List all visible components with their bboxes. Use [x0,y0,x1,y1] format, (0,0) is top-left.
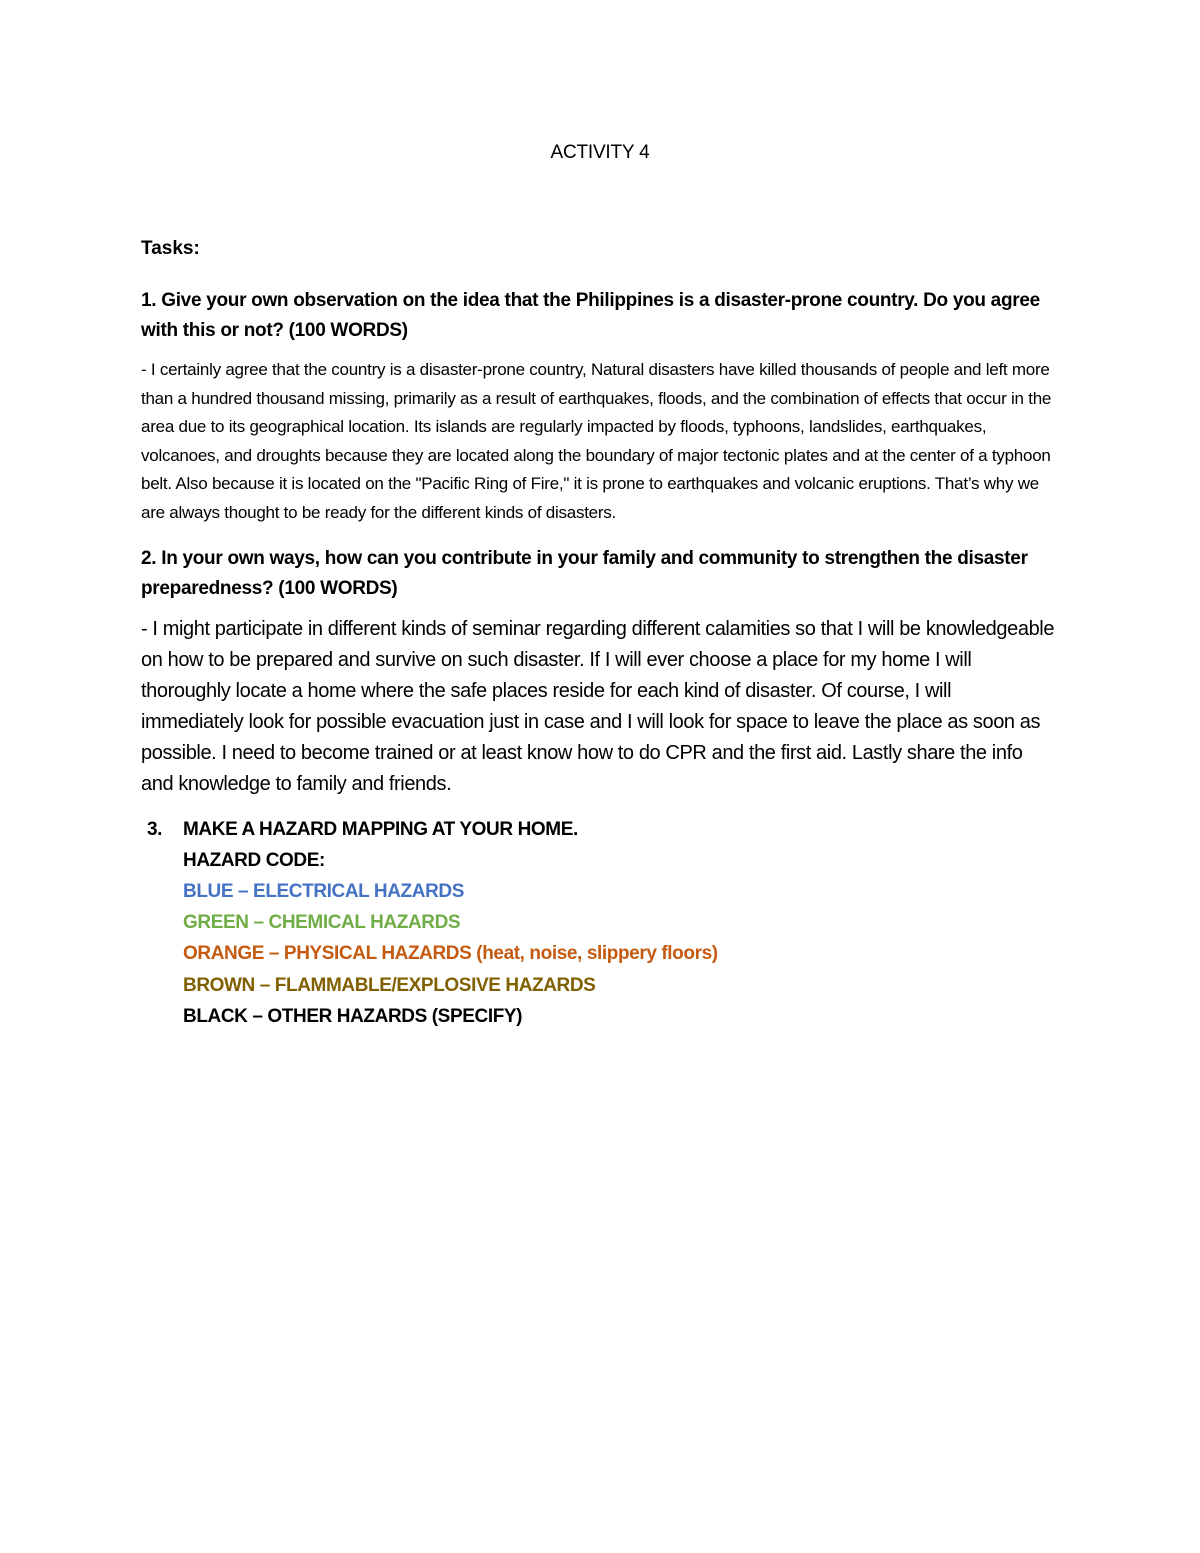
hazard-code-brown: BROWN – FLAMMABLE/EXPLOSIVE HAZARDS [183,974,596,996]
answer-2: - I might participate in different kinds of seminar regarding different calamities so that I will be knowledgeable on how to be prepared and survive on such disaster. If I will ever choose a place for my home I will thoroughly locate a home where the safe places reside for each kind of disaster. Of course, I will immediately look for possible evacuation just in case and I will look for space to leave the place as soon as possible. I need to become trained or at least know how to do CPR and the first aid. Lastly share the info and knowledge to family and friends. [141,617,1055,795]
hazard-code-blue: BLUE – ELECTRICAL HAZARDS [183,880,464,902]
question-2: 2. In your own ways, how can you contribute in your family and community to strengthen the disaster preparedness? (100 WORDS) [141,547,1028,599]
document-title: ACTIVITY 4 [550,142,650,163]
question-3-heading: MAKE A HAZARD MAPPING AT YOUR HOME. [183,818,578,840]
document-body [141,238,1056,1032]
hazard-code-label: HAZARD CODE: [183,849,325,871]
question-3-number: 3. [147,818,163,840]
answer-1: - I certainly agree that the country is a disaster-prone country, Natural disasters have killed thousands of people and left more than a hundred thousand missing, primarily as a result of earthquakes, floods, and the combination of effects that occur in the area due to its geographical location. Its islands are regularly impacted by floods, typhoons, landslides, earthquakes, volcanoes, and droughts because they are located along the boundary of major tectonic plates and at the center of a typhoon belt. Also because it is located on the "Pacific Ring of Fire," it is prone to earthquakes and volcanic eruptions. That’s why we are always thought to be ready for the different kinds of disasters. [141,360,1052,522]
question-3 [141,814,1056,1032]
question-1: 1. Give your own observation on the idea that the Philippines is a disaster-prone country. Do you agree with this or not? (100 WORDS) [141,290,1040,341]
hazard-code-green: GREEN – CHEMICAL HAZARDS [183,912,461,934]
hazard-code-orange: ORANGE – PHYSICAL HAZARDS (heat, noise, slippery floors) [183,943,718,965]
tasks-label: Tasks: [141,238,200,259]
hazard-code-black: BLACK – OTHER HAZARDS (SPECIFY) [183,1005,523,1027]
